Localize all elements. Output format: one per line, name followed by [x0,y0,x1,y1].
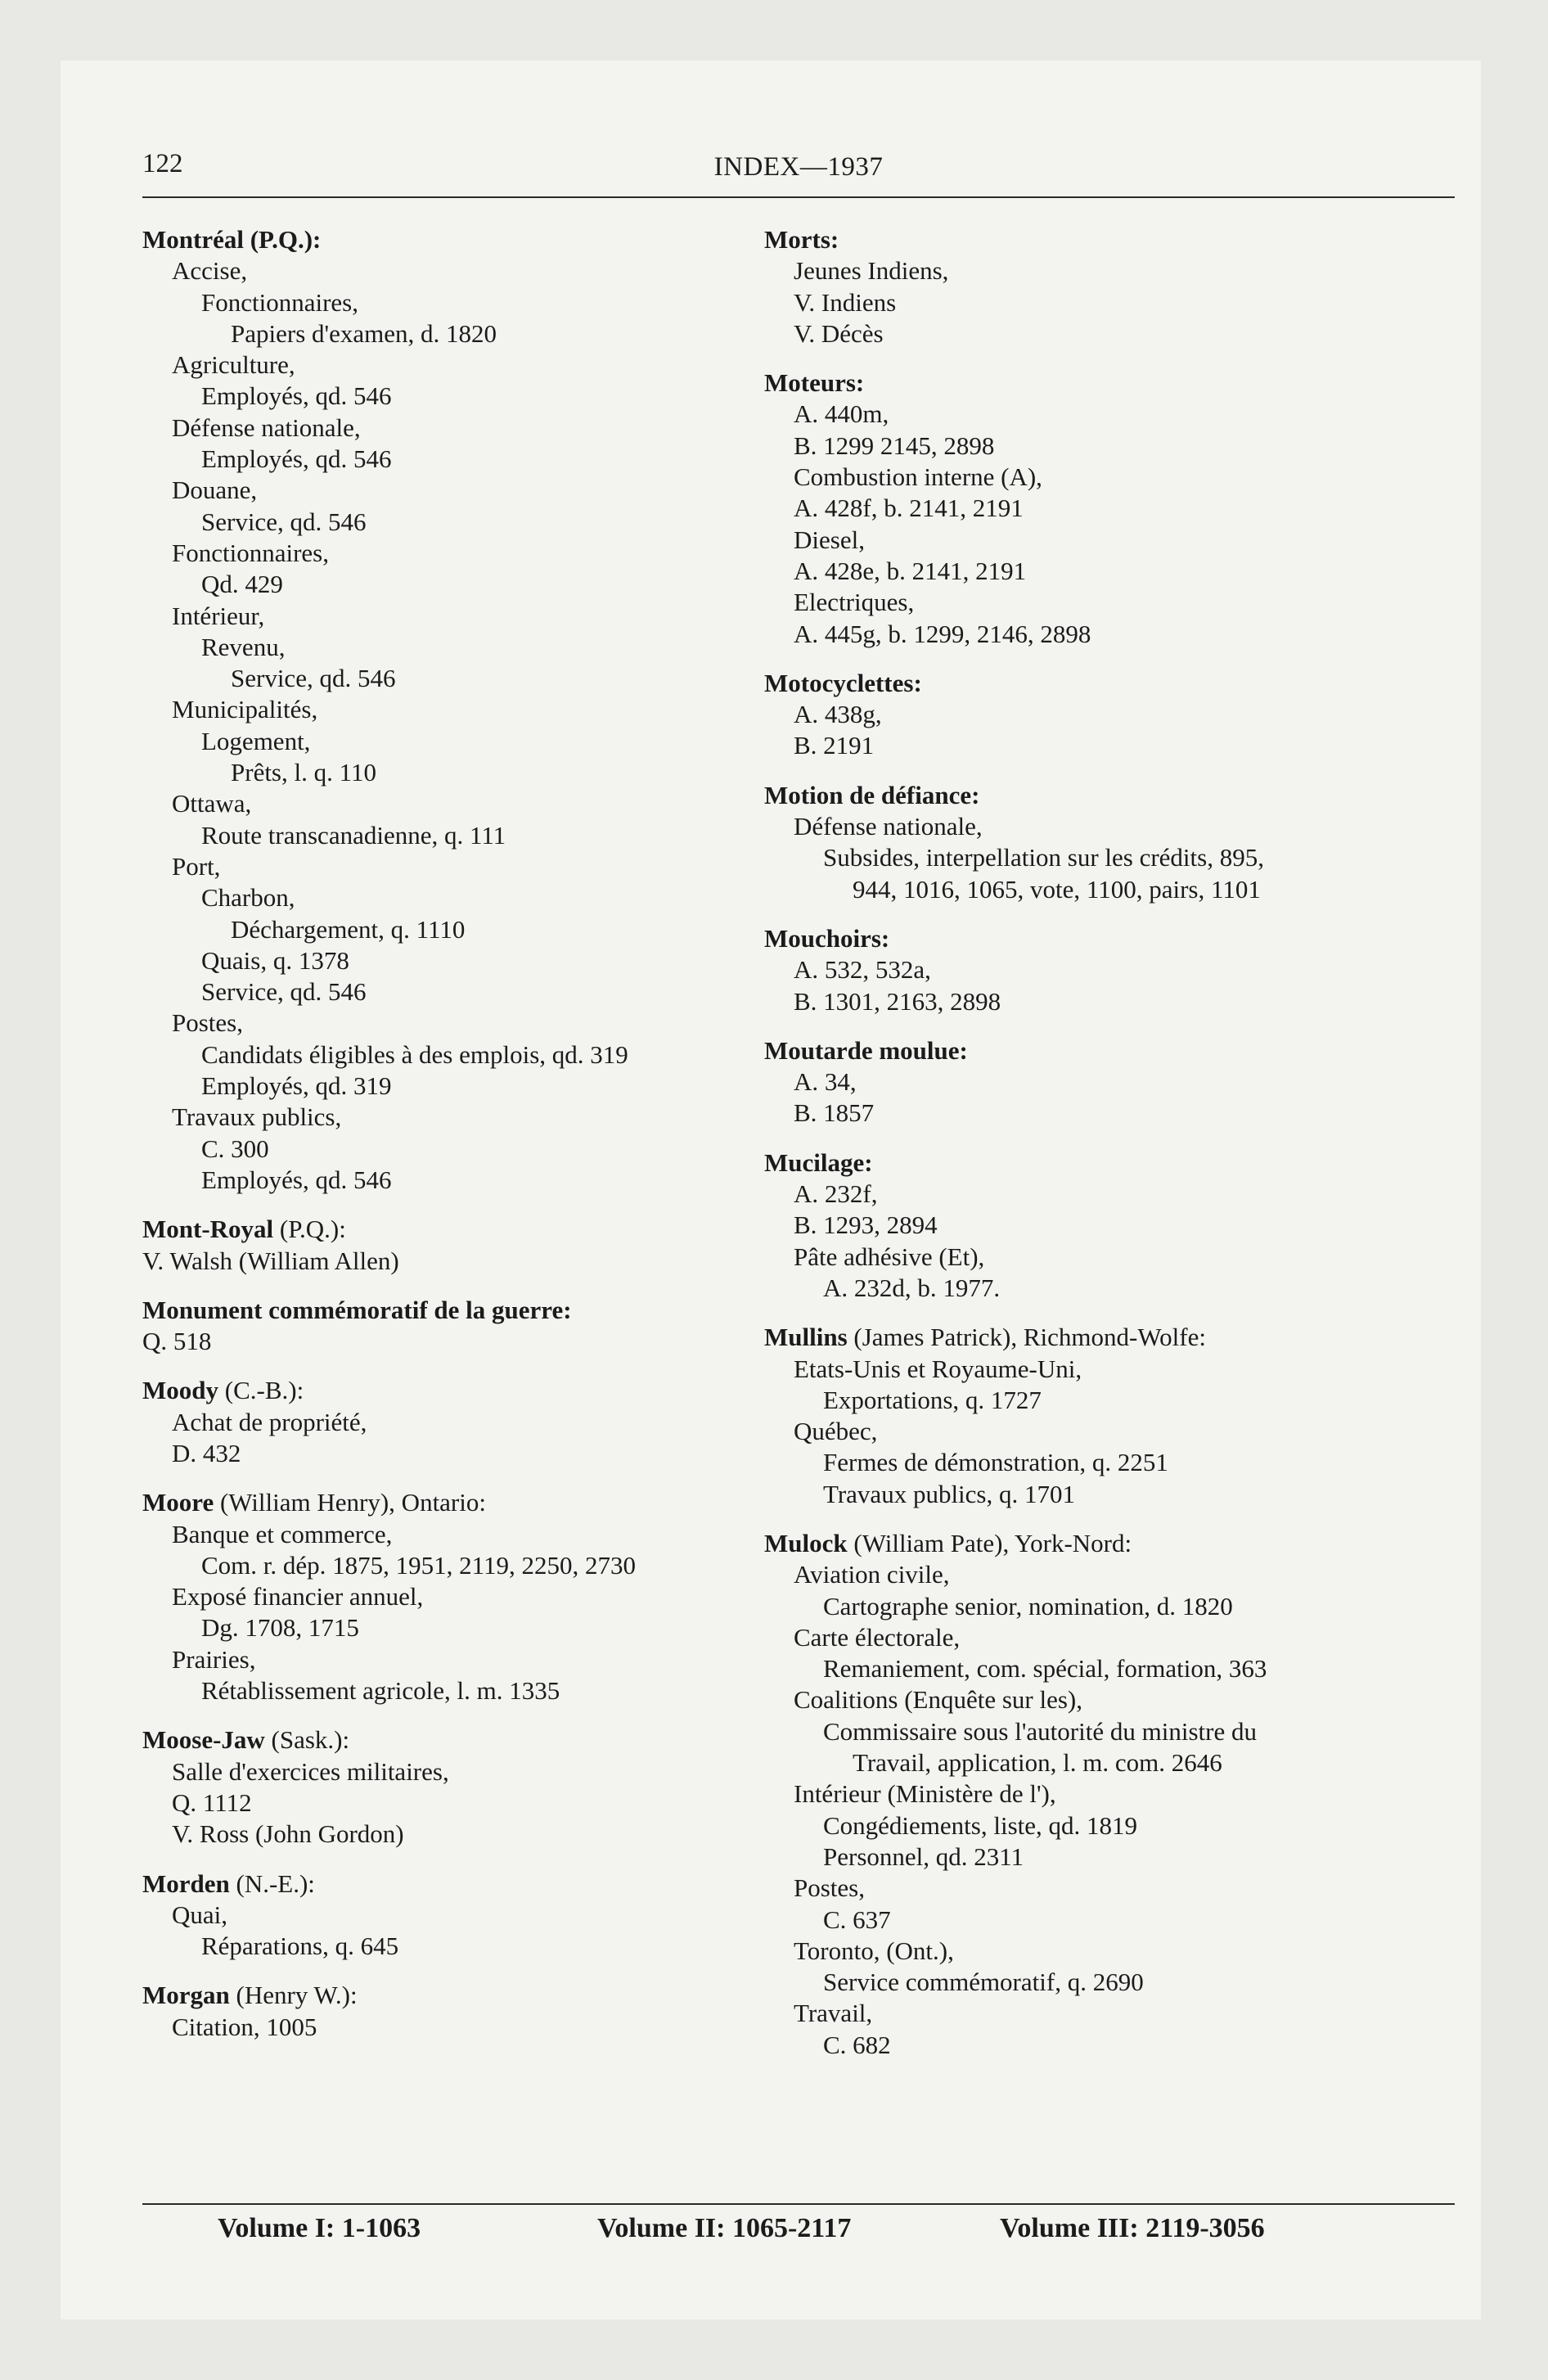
entry-text: Prêts, l. q. 110 [231,758,376,787]
entry-text: D. 432 [172,1438,241,1467]
index-entry [142,1375,797,1469]
entry-subline [142,882,797,913]
entry-text: Employés, qd. 546 [201,381,392,411]
entry-heading [764,224,1460,255]
entry-subline [764,287,1460,318]
entry-subline [764,1778,1460,1810]
entry-text: B. 1301, 2163, 2898 [794,986,1001,1016]
entry-text: Motocyclettes: [764,668,922,697]
entry-text: Service, qd. 546 [201,507,367,536]
entry-heading [764,1035,1460,1066]
entry-subline [764,1904,1460,1936]
entry-text: Logement, [201,726,311,755]
entry-text: B. 2191 [794,731,875,760]
entry-subline [764,1273,1460,1304]
entry-subline [764,986,1460,1017]
entry-subline [764,525,1460,556]
entry-text: Electriques, [794,588,915,617]
entry-subline [764,1873,1460,1904]
index-entry [764,1035,1460,1129]
entry-subline [142,1007,797,1039]
volume-1-range: Volume I: 1-1063 [218,2213,421,2243]
entry-text: Prairies, [172,1644,256,1674]
entry-subline [764,1066,1460,1098]
entry-subline [142,349,797,381]
entry-text: Salle d'exercices militaires, [172,1756,449,1786]
index-column-left [142,224,797,2043]
entry-text: Candidats éligibles à des emplois, qd. 319 [201,1039,628,1069]
entry-subline [764,1591,1460,1622]
entry-text: A. 428e, b. 2141, 2191 [794,556,1027,585]
entry-text: Diesel, [794,525,865,554]
entry-subline [142,820,797,851]
entry-heading [142,224,797,255]
entry-text: Motion de défiance: [764,780,980,809]
entry-text: Exposé financier annuel, [172,1582,424,1611]
index-entry [142,1724,797,1850]
entry-text: Service, qd. 546 [201,977,367,1007]
entry-subline [142,1644,797,1675]
index-entry [142,224,797,1196]
entry-subline [764,1653,1460,1684]
entry-heading [764,1147,1460,1179]
entry-subline [142,976,797,1007]
entry-subline [764,2030,1460,2061]
entry-subline [142,255,797,286]
entry-text: Intérieur, [172,601,265,630]
entry-subline [764,874,1460,905]
entry-text: Employés, qd. 546 [201,1165,392,1194]
entry-text: Etats-Unis et Royaume-Uni, [794,1354,1082,1383]
entry-text: Québec, [794,1417,878,1446]
entry-subline [142,1039,797,1071]
entry-heading-tail: (Henry W.): [229,1981,358,2010]
entry-subline [142,1900,797,1931]
index-entry [764,1528,1460,2061]
entry-subline [764,1936,1460,1967]
entry-subline [142,1581,797,1612]
entry-text: Mouchoirs: [764,923,890,953]
entry-subline [764,1210,1460,1241]
entry-heading [764,1528,1460,1559]
entry-subline [764,619,1460,650]
entry-text: Personnel, qd. 2311 [823,1841,1024,1871]
entry-subline [142,632,797,663]
footer-rule [142,2203,1455,2205]
entry-subline [142,1675,797,1706]
entry-subline [764,1747,1460,1778]
entry-text: Pâte adhésive (Et), [794,1242,985,1271]
entry-text: Travail, application, l. m. com. 2646 [853,1748,1222,1778]
entry-heading [142,1724,797,1756]
entry-heading [764,923,1460,954]
entry-text: V. Indiens [794,287,897,317]
entry-subline [142,444,797,475]
entry-heading-tail: (William Henry), Ontario: [214,1488,486,1517]
entry-text: Remaniement, com. spécial, formation, 363 [823,1654,1267,1684]
entry-text: Jeunes Indiens, [794,256,949,286]
entry-subline [764,1559,1460,1590]
entry-text: A. 445g, b. 1299, 2146, 2898 [794,619,1091,648]
entry-text: Montréal (P.Q.): [142,225,322,254]
entry-subline [142,2012,797,2043]
entry-text: Q. 1112 [172,1787,252,1817]
entry-subline [764,1354,1460,1385]
entry-subline [142,601,797,632]
entry-subline [142,412,797,444]
page-header [142,149,1455,190]
entry-subline [764,493,1460,524]
entry-subline [142,1756,797,1787]
entry-subline [764,1998,1460,2029]
entry-text: A. 34, [794,1067,857,1097]
entry-text: Mullins [764,1323,848,1352]
entry-text: Toronto, (Ont.), [794,1936,954,1965]
entry-heading [142,1487,797,1518]
entry-text: Ottawa, [172,789,252,818]
entry-text: Réparations, q. 645 [201,1931,399,1961]
entry-heading [142,1868,797,1900]
entry-subline [764,430,1460,462]
entry-subline [142,1438,797,1469]
entry-text: Monument commémoratif de la guerre: [142,1295,572,1324]
entry-subline [764,1622,1460,1653]
entry-text: A. 428f, b. 2141, 2191 [794,494,1024,523]
entry-text: Moody [142,1376,218,1405]
entry-subline [142,1612,797,1643]
entry-text: Citation, 1005 [172,2012,317,2041]
entry-text: Travaux publics, q. 1701 [823,1479,1075,1508]
entry-subline [764,842,1460,873]
entry-text: A. 532, 532a, [794,955,931,985]
entry-text: Charbon, [201,883,295,913]
index-entry [142,1487,797,1706]
entry-subline [142,726,797,757]
entry-text: Coalitions (Enquête sur les), [794,1685,1082,1715]
header-rule [142,196,1455,198]
entry-subline [764,556,1460,587]
entry-text: B. 1857 [794,1098,875,1128]
entry-subline [764,318,1460,349]
index-page [61,61,1481,2319]
entry-subline [764,954,1460,985]
volume-3-range: Volume III: 2119-3056 [1000,2213,1265,2243]
entry-subline [142,569,797,600]
entry-text: Moose-Jaw [142,1725,265,1755]
entry-subline [764,1416,1460,1447]
entry-text: Com. r. dép. 1875, 1951, 2119, 2250, 2730 [201,1550,637,1580]
entry-subline [142,1071,797,1102]
entry-subline [142,538,797,569]
entry-subline [764,462,1460,493]
entry-text: A. 438g, [794,700,882,729]
entry-text: Achat de propriété, [172,1407,367,1436]
entry-subline [764,699,1460,730]
entry-subline [142,1165,797,1196]
entry-text: Moteurs: [764,368,865,398]
entry-text: Défense nationale, [794,812,983,841]
entry-text: Défense nationale, [172,412,361,442]
entry-text: Morden [142,1868,230,1898]
entry-text: Postes, [794,1873,865,1903]
entry-subline [142,1550,797,1581]
entry-subline [142,1407,797,1438]
index-entry [142,1214,797,1277]
entry-text: Service commémoratif, q. 2690 [823,1968,1144,1997]
entry-text: Quai, [172,1900,228,1929]
entry-text: V. Ross (John Gordon) [172,1819,404,1849]
entry-subline [142,1787,797,1819]
entry-subline [142,788,797,819]
entry-text: Employés, qd. 319 [201,1071,392,1101]
entry-text: Municipalités, [172,695,318,724]
entry-subline [142,851,797,882]
entry-subline [142,1134,797,1165]
entry-text: 944, 1016, 1065, vote, 1100, pairs, 1101 [853,874,1261,904]
entry-text: Travail, [794,1999,873,2028]
index-entry [142,1868,797,1963]
entry-subline [764,255,1460,286]
entry-text: Fermes de démonstration, q. 2251 [823,1448,1168,1477]
entry-text: Agriculture, [172,350,295,380]
entry-heading [764,780,1460,811]
entry-text: Cartographe senior, nomination, d. 1820 [823,1591,1233,1620]
entry-text: Service, qd. 546 [231,664,396,693]
index-entry [142,1295,797,1358]
index-entry [142,1980,797,2043]
entry-subline [764,1385,1460,1416]
entry-text: Banque et commerce, [172,1519,393,1548]
entry-heading [142,1980,797,2011]
entry-subline [764,1179,1460,1210]
entry-text: Accise, [172,256,248,286]
volume-footer [142,2213,1455,2254]
entry-subline [142,914,797,945]
entry-heading [764,668,1460,699]
entry-heading [142,1214,797,1245]
entry-subline [764,1841,1460,1873]
entry-subline [764,1098,1460,1129]
entry-text: Travaux publics, [172,1102,342,1132]
entry-subline [764,1716,1460,1747]
entry-text: A. 232f, [794,1179,878,1209]
entry-text: Port, [172,851,221,881]
entry-text: Subsides, interpellation sur les crédits, 895, [823,843,1264,872]
index-entry [764,367,1460,650]
entry-text: Postes, [172,1008,243,1038]
entry-subline [142,694,797,725]
entry-subline [142,475,797,506]
entry-heading-tail: (C.-B.): [218,1376,304,1405]
entry-subline [764,1810,1460,1841]
entry-text: Combustion interne (A), [794,462,1042,492]
entry-subline [764,587,1460,618]
entry-subline [764,1479,1460,1510]
entry-subline [764,811,1460,842]
entry-text: Déchargement, q. 1110 [231,914,466,944]
entry-text: A. 232d, b. 1977. [823,1273,1001,1302]
index-entry [764,923,1460,1017]
entry-text: Quais, q. 1378 [201,945,349,975]
entry-subline [764,1447,1460,1478]
entry-text: Qd. 429 [201,570,283,599]
index-entry [764,668,1460,762]
entry-heading [142,1375,797,1406]
entry-text: Commissaire sous l'autorité du ministre du [823,1716,1257,1746]
entry-subline [142,1246,797,1277]
page-number: 122 [142,149,183,178]
entry-text: Rétablissement agricole, l. m. 1335 [201,1676,560,1706]
entry-subline [142,663,797,694]
entry-text: Mulock [764,1528,848,1557]
entry-text: Congédiements, liste, qd. 1819 [823,1810,1138,1840]
entry-text: Fonctionnaires, [201,287,358,317]
running-title: INDEX—1937 [713,152,884,182]
entry-text: Mont-Royal [142,1215,274,1244]
entry-subline [142,507,797,538]
entry-text: Route transcanadienne, q. 111 [201,820,506,850]
entry-text: Mucilage: [764,1147,873,1177]
index-entry [764,1322,1460,1510]
index-entry [764,224,1460,349]
entry-text: Q. 518 [142,1327,212,1356]
entry-subline [142,1931,797,1962]
entry-text: Employés, qd. 546 [201,444,392,474]
index-entry [764,780,1460,905]
entry-heading [764,367,1460,399]
entry-heading [764,1322,1460,1353]
entry-subline [764,399,1460,430]
entry-text: C. 637 [823,1904,891,1934]
entry-text: Dg. 1708, 1715 [201,1613,359,1643]
entry-subline [764,1242,1460,1273]
entry-text: Intérieur (Ministère de l'), [794,1779,1056,1809]
entry-heading-tail: (William Pate), York-Nord: [847,1528,1132,1557]
entry-subline [142,1819,797,1850]
entry-text: Papiers d'examen, d. 1820 [231,318,497,348]
entry-text: Fonctionnaires, [172,538,329,567]
entry-heading-tail: (James Patrick), Richmond-Wolfe: [847,1323,1206,1352]
entry-text: B. 1299 2145, 2898 [794,430,995,460]
index-entry [764,1147,1460,1304]
entry-text: B. 1293, 2894 [794,1210,938,1240]
entry-subline [142,1326,797,1357]
entry-text: Douane, [172,476,258,505]
entry-text: Morts: [764,225,839,254]
entry-heading [142,1295,797,1326]
entry-text: V. Walsh (William Allen) [142,1246,399,1275]
entry-text: Aviation civile, [794,1560,950,1589]
entry-subline [142,381,797,412]
entry-text: Revenu, [201,632,286,661]
volume-2-range: Volume II: 1065-2117 [597,2213,852,2243]
entry-heading-tail: (N.-E.): [229,1868,315,1898]
entry-text: Carte électorale, [794,1622,961,1652]
entry-subline [142,287,797,318]
entry-subline [142,757,797,788]
entry-subline [142,1519,797,1550]
entry-subline [764,730,1460,761]
entry-subline [764,1967,1460,1998]
index-column-right [764,224,1460,2061]
entry-subline [764,1684,1460,1715]
entry-text: Exportations, q. 1727 [823,1385,1042,1414]
entry-heading-tail: (Sask.): [264,1725,350,1755]
entry-text: V. Décès [794,318,884,348]
entry-text: C. 300 [201,1134,269,1163]
entry-subline [142,945,797,976]
entry-subline [142,1102,797,1133]
entry-subline [142,318,797,349]
entry-text: Moutarde moulue: [764,1035,968,1065]
entry-text: Morgan [142,1981,230,2010]
entry-text: Moore [142,1488,214,1517]
entry-text: C. 682 [823,2030,891,2059]
entry-text: A. 440m, [794,399,889,429]
entry-heading-tail: (P.Q.): [273,1215,346,1244]
